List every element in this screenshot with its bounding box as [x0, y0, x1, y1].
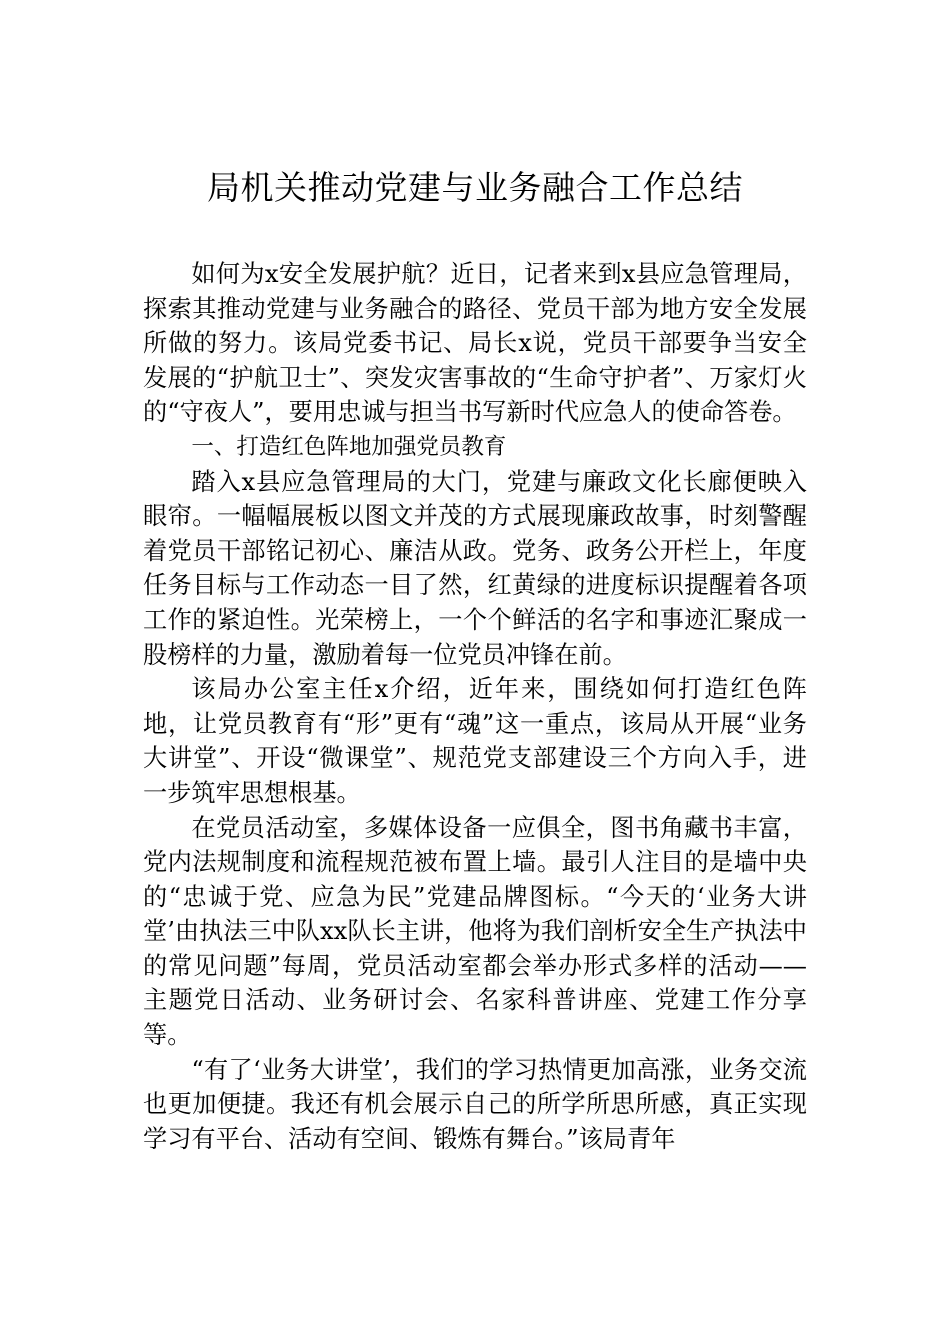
section-1-paragraph-1: 踏入x县应急管理局的大门，党建与廉政文化长廊便映入眼帘。一幅幅展板以图文并茂的方式展现廉政故事，时刻警醒着党员干部铭记初心、廉洁从政。党务、政务公开栏上，年度任务目标与工作动态一目了然，红黄绿的进度标识提醒着各项工作的紧迫性。光荣榜上，一个个鲜活的名字和事迹汇聚成一股榜样的力量，激励着每一位党员冲锋在前。 [143, 467, 807, 669]
section-1-paragraph-2: 该局办公室主任x介绍，近年来，围绕如何打造红色阵地，让党员教育有“形”更有“魂”这一重点，该局从开展“业务大讲堂”、开设“微课堂”、规范党支部建设三个方向入手，进一步筑牢思想根基。 [143, 675, 807, 807]
section-1-paragraph-4: “有了‘业务大讲堂’，我们的学习热情更加高涨，业务交流也更加便捷。我还有机会展示自己的所学所思所感，真正实现学习有平台、活动有空间、锻炼有舞台。”该局青年 [143, 1055, 807, 1153]
intro-paragraph: 如何为x安全发展护航？近日，记者来到x县应急管理局，探索其推动党建与业务融合的路径、党员干部为地方安全发展所做的努力。该局党委书记、局长x说，党员干部要争当安全发展的“护航卫士”、突发灾害事故的“生命守护者”、万家灯火的“守夜人”，要用忠诚与担当书写新时代应急人的使命答卷。 [143, 260, 807, 427]
document-body [143, 257, 807, 1156]
document-title: 局机关推动党建与业务融合工作总结 [207, 168, 743, 207]
section-heading-1: 一、打造红色阵地加强党员教育 [191, 433, 507, 460]
section-1-paragraph-3: 在党员活动室，多媒体设备一应俱全，图书角藏书丰富，党内法规制度和流程规范被布置上墙。最引人注目的是墙中央的“忠诚于党、应急为民”党建品牌图标。“今天的‘业务大讲堂’由执法三中队xx队长主讲，他将为我们剖析安全生产执法中的常见问题”每周，党员活动室都会举办形式多样的活动——主题党日活动、业务研讨会、名家科普讲座、党建工作分享等。 [143, 813, 807, 1050]
